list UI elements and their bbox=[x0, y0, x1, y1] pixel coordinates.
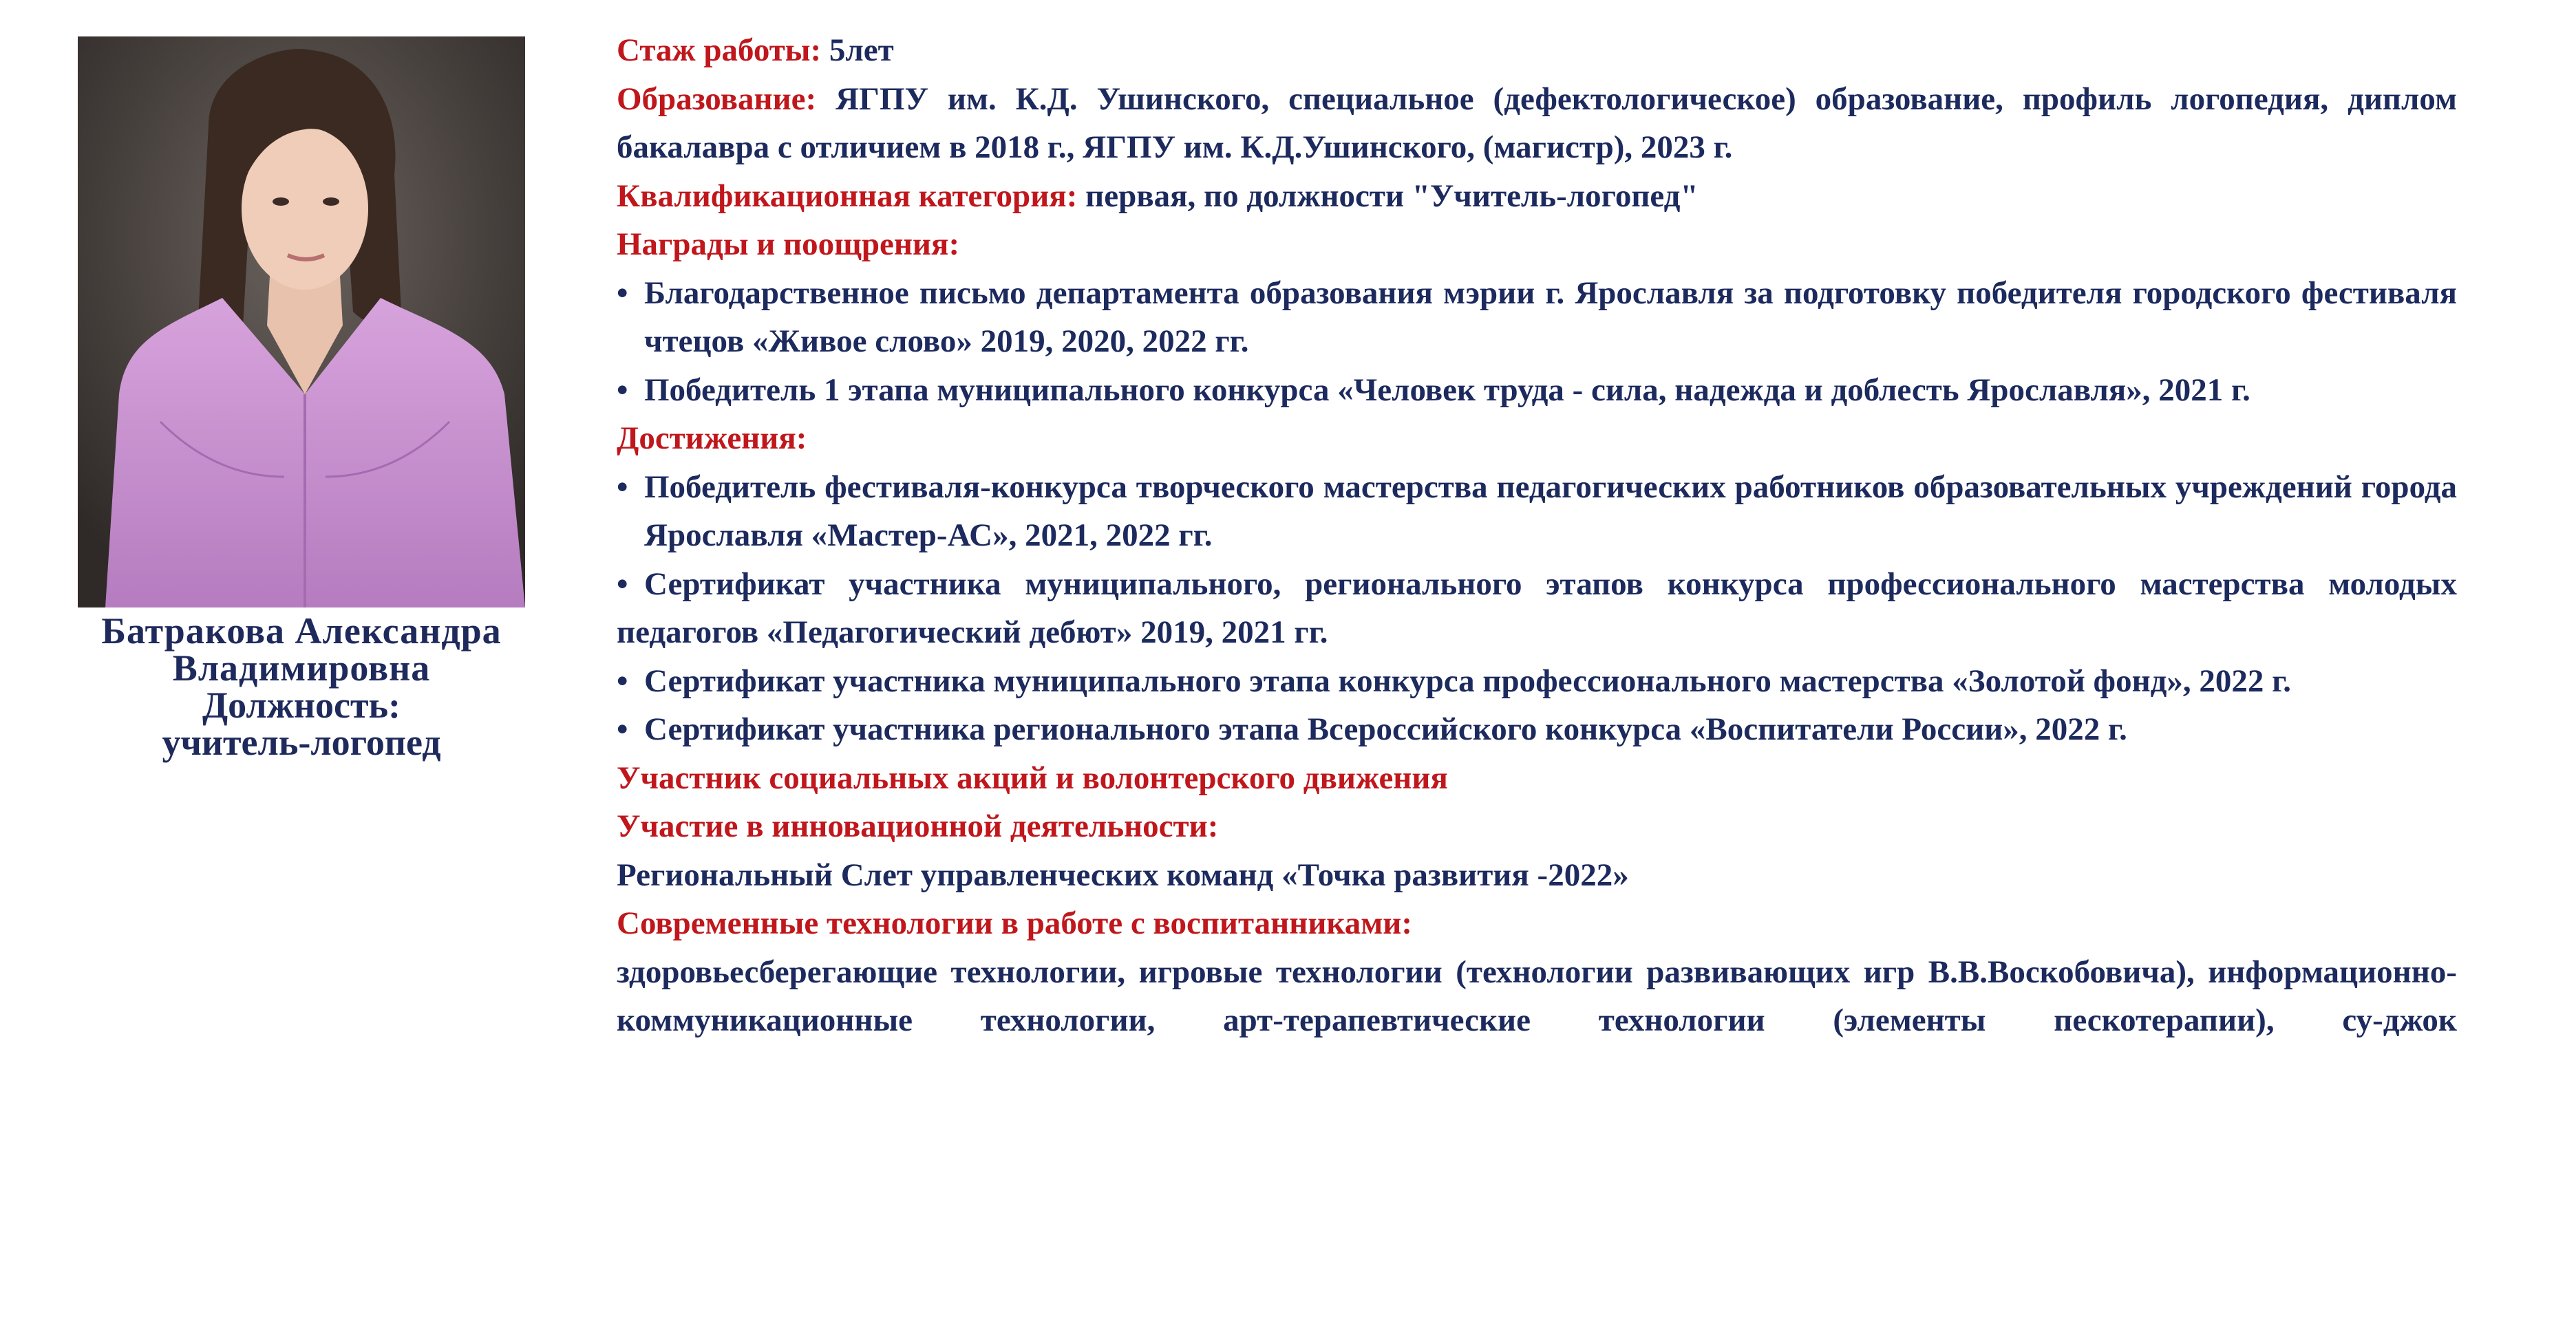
education-row bbox=[617, 75, 2457, 124]
volunteer-heading: Участник социальных акций и волонтерского движения bbox=[617, 760, 1448, 796]
achievement-item-text: Сертификат участника муниципального этапа конкурса профессионального мастерства «Золотой фонд», 2022 г. bbox=[644, 663, 2291, 699]
bullet-dot-icon: • bbox=[617, 275, 628, 311]
experience-value: 5лет bbox=[829, 32, 894, 68]
position-label: Должность: bbox=[202, 685, 401, 726]
education-value-line1: ЯГПУ им. К.Д. Ушинского, специальное (дефектологическое) образование, профиль логопедия, диплом bbox=[835, 80, 2457, 117]
qualification-label: Квалификационная категория: bbox=[617, 177, 1078, 214]
person-name-line2: Владимировна bbox=[172, 647, 431, 689]
award-item bbox=[617, 269, 2457, 366]
innovation-heading: Участие в инновационной деятельности: bbox=[617, 808, 1219, 844]
achievement-item bbox=[617, 657, 2457, 706]
education-label: Образование: bbox=[617, 80, 817, 117]
bullet-dot-icon: • bbox=[617, 372, 628, 408]
bullet-dot-icon: • bbox=[617, 711, 628, 747]
person-name-line1: Батракова Александра bbox=[101, 610, 502, 652]
qualification-value: первая, по должности "Учитель-логопед" bbox=[1085, 177, 1699, 214]
achievements-heading: Достижения: bbox=[617, 420, 807, 456]
portrait-photo bbox=[78, 36, 525, 607]
technologies-heading: Современные технологии в работе с воспитанниками: bbox=[617, 905, 1413, 941]
bullet-dot-icon: • bbox=[617, 469, 628, 505]
achievement-item-text: Победитель фестиваля-конкурса творческого мастерства педагогических работников образовательных учреждений города Ярославля «Мастер-АС», 2021, 2022 гг. bbox=[644, 469, 2457, 553]
achievement-item bbox=[617, 463, 2457, 560]
innovation-value: Региональный Слет управленческих команд «Точка развития -2022» bbox=[617, 857, 1629, 893]
qualification-row bbox=[617, 172, 2457, 221]
bullet-dot-icon: • bbox=[617, 663, 628, 699]
profile-details bbox=[617, 26, 2457, 1045]
award-item-text: Благодарственное письмо департамента образования мэрии г. Ярославля за подготовку победителя городского фестиваля чтецов «Живое слово» 2019, 2020, 2022 гг. bbox=[644, 275, 2457, 359]
bullet-dot-icon: • bbox=[617, 566, 628, 602]
education-value-line2: бакалавра с отличием в 2018 г., ЯГПУ им. К.Д.Ушинского, (магистр), 2023 г. bbox=[617, 129, 1733, 165]
achievement-item-text: Сертификат участника муниципального, регионального этапов конкурса профессионального мастерства молодых педагогов «Педагогический дебют» 2019, 2021 гг. bbox=[617, 566, 2457, 650]
experience-row bbox=[617, 26, 2457, 75]
person-caption bbox=[41, 612, 562, 761]
position-value: учитель-логопед bbox=[162, 722, 441, 763]
portrait-illustration bbox=[78, 36, 525, 607]
awards-heading: Награды и поощрения: bbox=[617, 226, 960, 262]
achievement-item bbox=[617, 560, 2457, 657]
achievement-item bbox=[617, 705, 2457, 754]
education-row-continued bbox=[617, 123, 2457, 172]
technologies-value: здоровьесберегающие технологии, игровые технологии (технологии развивающих игр В.В.Воскобовича), информационно-коммуникационные технологии, арт-терапевтические технологии (элементы пескотерапии), су-джок bbox=[617, 954, 2457, 1038]
award-item bbox=[617, 366, 2457, 415]
experience-label: Стаж работы: bbox=[617, 32, 822, 68]
award-item-text: Победитель 1 этапа муниципального конкурса «Человек труда - сила, надежда и доблесть Ярославля», 2021 г. bbox=[644, 372, 2250, 408]
achievement-item-text: Сертификат участника регионального этапа Всероссийского конкурса «Воспитатели России», 2022 г. bbox=[644, 711, 2127, 747]
